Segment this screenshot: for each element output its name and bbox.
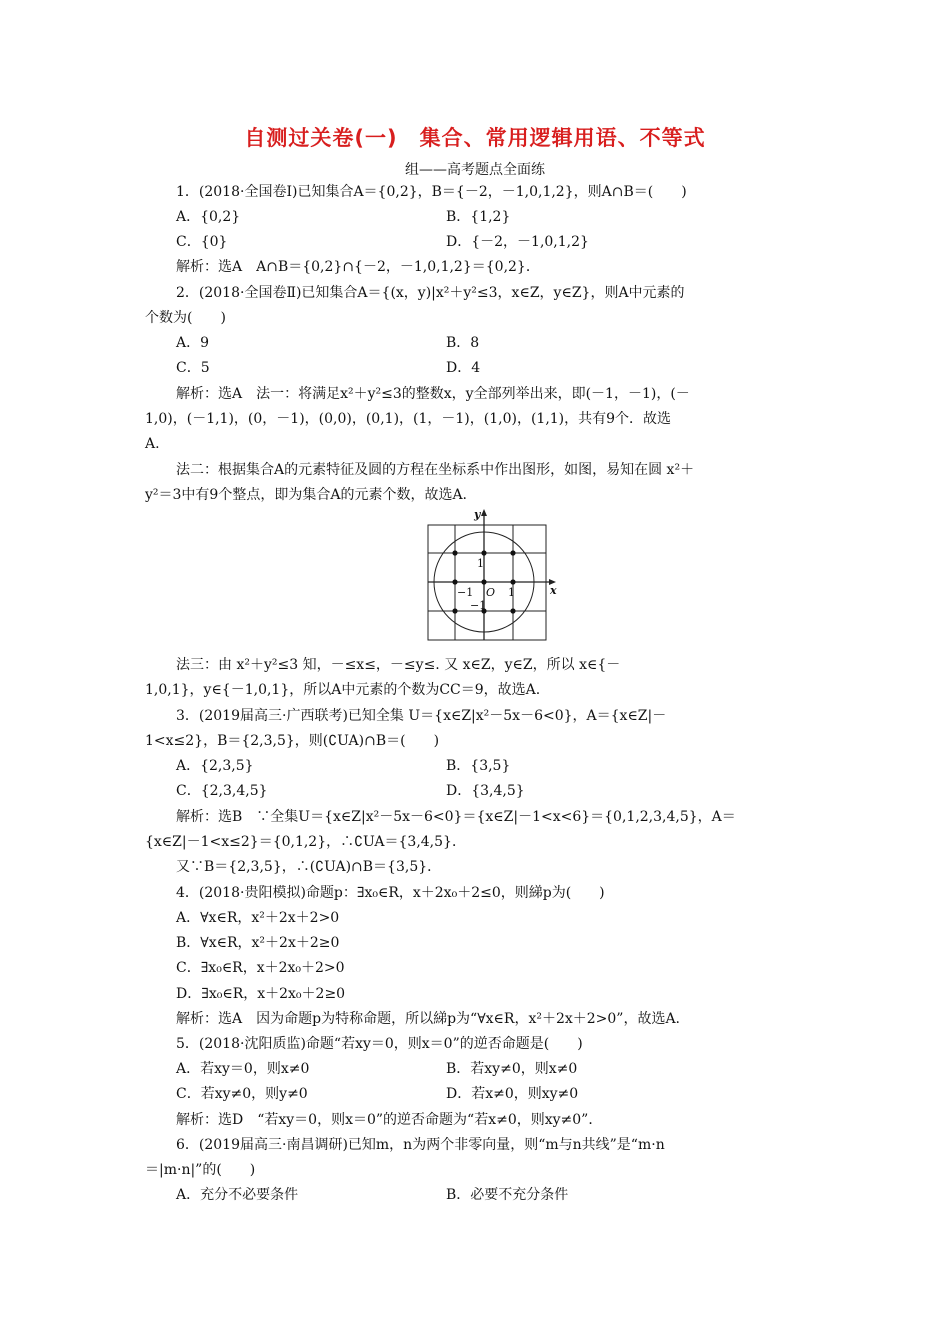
q3-stem-line2: 1<x≤2}，B＝{2,3,5}，则(∁UA)∩B＝( ) (145, 733, 440, 749)
q2-method3-line1: 法三：由 x²＋y²≤3 知，－≤x≤，－≤y≤. 又 x∈Z，y∈Z，所以 x∈{－ (176, 657, 621, 673)
q2-option-b: B．8 (446, 335, 480, 351)
q5-analysis: 解析：选D “若xy＝0，则x＝0”的逆否命题为“若x≠0，则xy≠0”． (176, 1112, 603, 1128)
q6-stem-line1: 6．(2019届高三·南昌调研)已知m，n为两个非零向量，则“m与n共线”是“m·n (176, 1137, 665, 1153)
q2-analysis-line2: 1,0)，(－1,1)，(0，－1)，(0,0)，(0,1)，(1，－1)，(1,0)，(1,1)，共有9个．故选 (145, 411, 672, 427)
fig-tick-neg-one-left: −1 (457, 586, 474, 599)
fig-tick-one-right: 1 (508, 586, 515, 599)
q2-method2-line1: 法二：根据集合A的元素特征及圆的方程在坐标系中作出图形，如图，易知在圆 x²＋ (176, 462, 695, 478)
q1-option-d: D．{－2，－1,0,1,2} (446, 234, 589, 250)
q2-analysis-line3: A. (145, 436, 160, 452)
fig-tick-one-up: 1 (477, 557, 484, 570)
q3-option-b: B．{3,5} (446, 758, 511, 774)
q3-analysis-line1: 解析：选B ∵全集U＝{x∈Z|x²－5x－6<0}＝{x∈Z|－1<x<6}＝{0,1,2,3,4,5}，A＝ (176, 809, 736, 825)
q4-option-b: B．∀x∈R，x²＋2x＋2≥0 (176, 935, 340, 951)
q3-analysis-line2: {x∈Z|－1<x≤2}＝{0,1,2}，∴∁UA＝{3,4,5}． (145, 834, 466, 850)
q3-option-d: D．{3,4,5} (446, 783, 525, 799)
page-title: 自测过关卷(一) 集合、常用逻辑用语、不等式 (244, 126, 706, 150)
q2-option-a: A．9 (176, 335, 210, 351)
q1-analysis: 解析：选A A∩B＝{0,2}∩{－2，－1,0,1,2}＝{0,2}． (176, 259, 540, 275)
section-subtitle: 组——高考题点全面练 (405, 162, 545, 178)
q3-analysis-line3: 又∵B＝{2,3,5}，∴(∁UA)∩B＝{3,5}． (176, 859, 442, 875)
fig-origin-label: O (486, 586, 496, 599)
q3-option-a: A．{2,3,5} (176, 758, 254, 774)
q1-option-b: B．{1,2} (446, 209, 511, 225)
q2-method2-line2: y²＝3中有9个整点，即为集合A的元素个数，故选A. (145, 487, 468, 503)
q1-stem: 1．(2018·全国卷Ⅰ)已知集合A＝{0,2}，B＝{－2，－1,0,1,2}，则A∩B＝( ) (176, 184, 687, 200)
fig-tick-neg-one-down: −1 (470, 599, 487, 612)
q5-option-c: C．若xy≠0，则y≠0 (176, 1086, 308, 1102)
q5-option-d: D．若x≠0，则xy≠0 (446, 1086, 579, 1102)
q4-option-a: A．∀x∈R，x²＋2x＋2>0 (176, 910, 340, 926)
q5-option-a: A．若xy＝0，则x≠0 (176, 1061, 310, 1077)
q3-option-c: C．{2,3,4,5} (176, 783, 268, 799)
q2-stem-line1: 2．(2018·全国卷Ⅱ)已知集合A＝{(x，y)|x²＋y²≤3，x∈Z，y∈Z}，则A中元素的 (176, 285, 685, 301)
q1-option-a: A．{0,2} (176, 209, 241, 225)
q3-stem-line1: 3．(2019届高三·广西联考)已知全集 U＝{x∈Z|x²－5x－6<0}，A＝{x∈Z|－ (176, 708, 667, 724)
q2-analysis-line1: 解析：选A 法一：将满足x²＋y²≤3的整数x，y全部列举出来，即(－1，－1)，(－ (176, 386, 690, 402)
q2-stem-line2: 个数为( ) (145, 310, 226, 326)
circle-grid-figure (416, 507, 566, 647)
fig-y-label: y (474, 508, 481, 521)
q1-option-c: C．{0} (176, 234, 228, 250)
q2-option-c: C．5 (176, 360, 210, 376)
q4-stem: 4．(2018·贵阳模拟)命题p：∃x₀∈R，x＋2x₀＋2≤0，则綈p为( ) (176, 885, 605, 901)
q4-option-d: D．∃x₀∈R，x＋2x₀＋2≥0 (176, 986, 346, 1002)
q2-method3-line2: 1,0,1}，y∈{－1,0,1}，所以A中元素的个数为CC＝9，故选A. (145, 682, 541, 698)
q5-option-b: B．若xy≠0，则x≠0 (446, 1061, 578, 1077)
q6-stem-line2: ＝|m·n|”的( ) (145, 1162, 256, 1178)
q6-option-a: A．充分不必要条件 (176, 1187, 299, 1203)
q6-option-b: B．必要不充分条件 (446, 1187, 569, 1203)
q4-option-c: C．∃x₀∈R，x＋2x₀＋2>0 (176, 960, 345, 976)
q2-option-d: D．4 (446, 360, 481, 376)
fig-x-label: x (550, 584, 557, 597)
q5-stem: 5．(2018·沈阳质监)命题“若xy＝0，则x＝0”的逆否命题是( ) (176, 1036, 583, 1052)
q4-analysis: 解析：选A 因为命题p为特称命题，所以綈p为“∀x∈R，x²＋2x＋2>0”，故选A. (176, 1011, 681, 1027)
